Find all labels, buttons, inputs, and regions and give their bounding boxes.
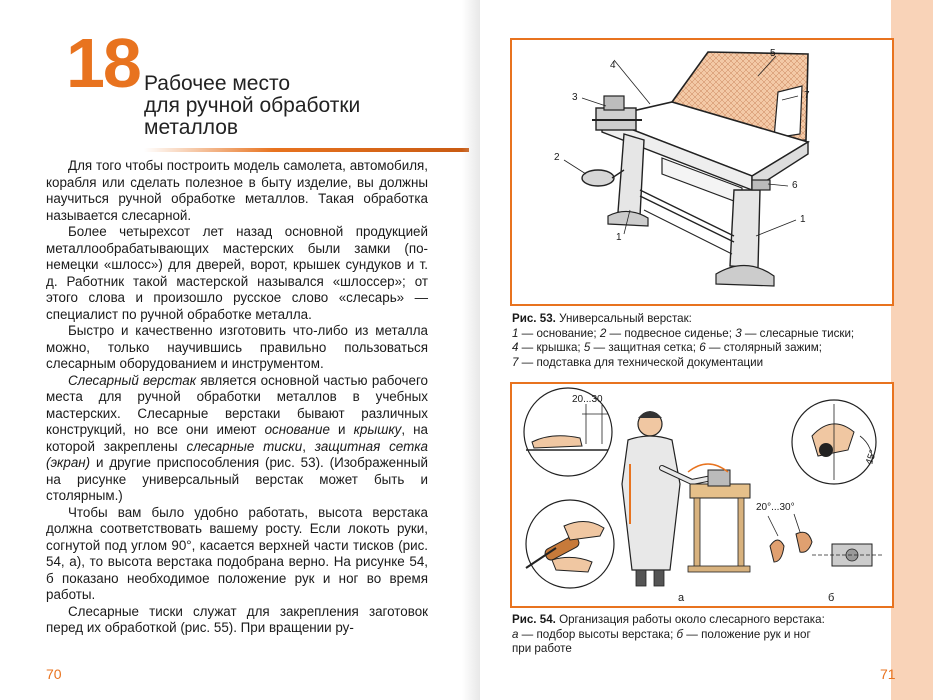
caption-text: при работе	[512, 642, 572, 655]
chapter-title-line-1: Рабочее место	[144, 72, 291, 95]
angle-45-label: 45°	[863, 448, 880, 467]
paragraph-3: Быстро и качественно изготовить что-либо из металла можно, только научившись правильно пользоваться слесарным оборудованием и инструментом.	[46, 323, 428, 371]
chapter-number: 18	[66, 24, 140, 102]
caption-num: 3	[735, 326, 742, 340]
caption-title: Организация работы около слесарного верстака:	[555, 613, 825, 626]
term-screen: защитная сетка (экран)	[46, 438, 428, 470]
label-1-left: 1	[616, 232, 622, 243]
caption-letter: б	[676, 627, 684, 641]
caption-text: — подбор высоты верстака;	[518, 627, 677, 641]
caption-text: — слесарные тиски;	[741, 326, 855, 340]
title-underline	[144, 148, 469, 152]
caption-text: — подвесное сиденье;	[606, 326, 736, 340]
caption-label: Рис. 53.	[512, 312, 556, 325]
chapter-title-line-3: металлов	[144, 116, 239, 139]
term-lid: крышку	[353, 422, 402, 437]
right-page	[480, 0, 933, 700]
label-5: 5	[770, 48, 776, 59]
seat	[582, 170, 614, 186]
fig-54-label-b: б	[828, 592, 835, 604]
paragraph-1: Для того чтобы построить модель самолета, автомобиля, корабля или сделать полезное в быту изделие, вы должны научиться ручной обработке металлов. Такая обработка называется слесарной.	[46, 158, 428, 223]
label-7: 7	[804, 90, 810, 101]
fig-54-label-a: а	[678, 592, 685, 604]
work-posture-illustration	[512, 384, 892, 606]
term-workbench: Слесарный верстак	[68, 372, 197, 388]
term-vise: слесарные тиски	[186, 438, 303, 454]
term-base: основание	[264, 422, 330, 437]
figure-54-frame	[510, 382, 894, 608]
caption-letter: а	[512, 627, 519, 641]
text-run: , на которой закреплены	[46, 422, 428, 454]
caption-num: 2	[599, 326, 607, 340]
caption-title: Универсальный верстак:	[555, 312, 692, 325]
paragraph-5: Чтобы вам было удобно работать, высота верстака должна соответствовать вашему росту. Если локоть руки, согнутой под углом 90°, касается верхней части тисков (рис. 54, а), то высота верстака подобрана верно. На рисунке 54, б показано необходимое положение рук и ног во время работы.	[46, 504, 428, 602]
text-run: является основной частью рабочего места для ручной обработки металлов в учебных мастерских. Слесарные верстаки бывают различных конструкций, но все они имеют	[46, 372, 428, 437]
caption-label: Рис. 54.	[512, 613, 556, 626]
paragraph-6: Слесарные тиски служат для закрепления заготовок перед их обработкой (рис. 55). При вращении ру-	[46, 603, 428, 635]
page-number-left: 70	[46, 666, 62, 682]
body-text	[46, 158, 428, 637]
caption-num: 1	[512, 326, 519, 340]
figure-53-frame	[510, 38, 894, 306]
caption-num: 6	[699, 341, 706, 354]
caption-text: — столярный зажим;	[705, 341, 822, 354]
label-1-right: 1	[800, 214, 806, 225]
caption-text: — основание;	[518, 326, 600, 340]
figure-54-caption	[512, 613, 912, 657]
dim-height-label: 20...30	[572, 394, 603, 405]
caption-num: 4	[512, 341, 519, 354]
caption-text: — крышка;	[518, 341, 584, 354]
caption-num: 7	[512, 355, 519, 369]
dim-angle-label: 20°...30°	[756, 502, 795, 513]
caption-num: 5	[583, 341, 591, 354]
label-6: 6	[792, 180, 798, 191]
workbench-illustration	[512, 40, 892, 304]
text-run: и	[329, 422, 354, 437]
page-number-right: 71	[880, 666, 896, 682]
paragraph-2: Более четырехсот лет назад основной продукцией металлообрабатывающих мастерских были замки (по-немецки «шлосс») для дверей, ворот, крышек сундуков и т. д. Работник такой мастерской назывался «шлоссер»; от этого слова и произошло русское слово «слесарь» — специалист по ручной обработке металла.	[46, 224, 428, 322]
caption-text: — подставка для технической документации	[518, 355, 764, 369]
chapter-title-line-2: для ручной обработки	[144, 94, 361, 117]
label-4: 4	[610, 60, 616, 71]
text-run: ,	[302, 438, 315, 454]
chapter-title	[144, 73, 360, 139]
label-2: 2	[554, 152, 560, 163]
caption-text: — защитная сетка;	[590, 341, 700, 354]
doc-stand	[774, 86, 802, 138]
caption-text: — положение рук и ног	[683, 627, 811, 641]
paragraph-4	[46, 373, 428, 505]
text-run: и другие приспособления (рис. 53). (Изображенный на рисунке универсальный верстак может быть и столярным.)	[46, 455, 428, 503]
figure-53-caption	[512, 312, 912, 370]
label-3: 3	[572, 92, 578, 103]
